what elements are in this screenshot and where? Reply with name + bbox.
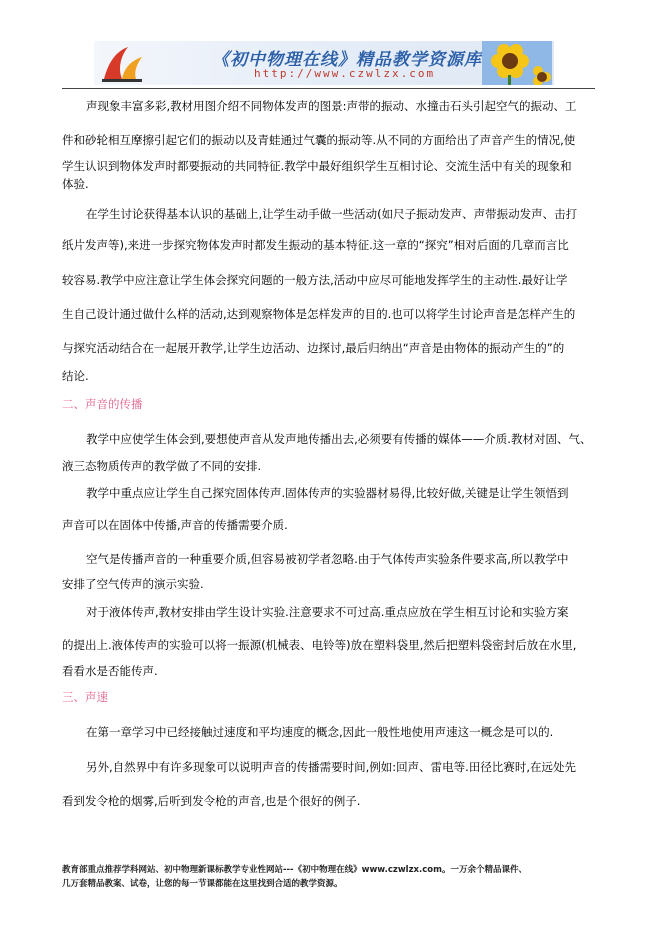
- sunflower-icon: [482, 41, 552, 85]
- banner-url[interactable]: http://www.czwlzx.com: [254, 67, 436, 80]
- paragraph-line: 看到发令枪的烟雾,后听到发令枪的声音,也是个很好的例子.: [62, 794, 361, 808]
- paragraph-line: 液三态物质传声的教学做了不同的安排.: [62, 459, 262, 473]
- paragraph-line: 较容易.教学中应注意让学生体会探究问题的一般方法,活动中应尽可能地发挥学生的主动性.最好让学: [62, 273, 568, 287]
- paragraph-line: 与探究活动结合在一起展开教学,让学生边活动、边探讨,最后归纳出“声音是由物体的振动产生的”的: [62, 341, 565, 355]
- paragraph-line: 结论.: [62, 369, 89, 383]
- paragraph-line: 件和砂轮相互摩擦引起它们的振动以及青蛙通过气囊的振动等.从不同的方面给出了声音产生的情况,使: [62, 133, 576, 147]
- section-heading: 三、声速: [62, 690, 108, 704]
- paragraph-line: 教学中重点应让学生自己探究固体传声.固体传声的实验器材易得,比较好做,关键是让学生领悟到: [86, 486, 569, 500]
- paragraph-line: 在第一章学习中已经接触过速度和平均速度的概念,因此一般性地使用声速这一概念是可以的.: [86, 725, 554, 739]
- paragraph-line: 纸片发声等),来进一步探究物体发声时都发生振动的基本特征.这一章的“探究”相对后面的几章而言比: [62, 238, 569, 252]
- paragraph-line: 另外,自然界中有许多现象可以说明声音的传播需要时间,例如:回声、雷电等.田径比赛时,在远处先: [86, 760, 576, 774]
- paragraph-line: 空气是传播声音的一种重要介质,但容易被初学者忽略.由于气体传声实验条件要求高,所以教学中: [86, 552, 569, 566]
- paragraph-line: 声音可以在固体中传播,声音的传播需要介质.: [62, 518, 288, 532]
- footer-line: 几万套精品教案、试卷，让您的每一节课都能在这里找到合适的教学资源。: [62, 879, 343, 889]
- banner-title: 《初中物理在线》精品教学资源库: [212, 50, 482, 70]
- paragraph-line: 看看水是否能传声.: [62, 664, 158, 678]
- paragraph-line: 教学中应使学生体会到,要想使声音从发声地传播出去,必须要有传播的媒体——介质.教材对固、气、: [86, 432, 592, 446]
- header-banner: [94, 41, 554, 85]
- footer-line: 教育部重点推荐学科网站、初中物理新课标教学专业性网站---《初中物理在线》www.czwlzx.com。一万余个精品课件、: [62, 865, 527, 875]
- paragraph-line: 学生认识到物体发声时都要振动的共同特征.教学中最好组织学生互相讨论、交流生活中有关的现象和: [62, 159, 572, 173]
- paragraph-line: 的提出上.液体传声的实验可以将一振源(机械表、电铃等)放在塑料袋里,然后把塑料袋密封后放在水里,: [62, 638, 577, 652]
- paragraph-line: 体验.: [62, 177, 89, 191]
- paragraph-line: 在学生讨论获得基本认识的基础上,让学生动手做一些活动(如尺子振动发声、声带振动发声、击打: [86, 207, 578, 221]
- site-logo-icon: [98, 43, 146, 83]
- paragraph-line: 生自己设计通过做什么样的活动,达到观察物体是怎样发声的目的.也可以将学生讨论声音是怎样产生的: [62, 307, 576, 321]
- paragraph-line: 对于液体传声,教材安排由学生设计实验.注意要求不可过高.重点应放在学生相互讨论和实验方案: [86, 605, 569, 619]
- paragraph-line: 声现象丰富多彩,教材用图介绍不同物体发声的图景:声带的振动、水撞击石头引起空气的振动、工: [86, 99, 577, 113]
- paragraph-line: 安排了空气传声的演示实验.: [62, 577, 204, 591]
- header-rule: [62, 88, 595, 89]
- section-heading: 二、声音的传播: [62, 397, 143, 411]
